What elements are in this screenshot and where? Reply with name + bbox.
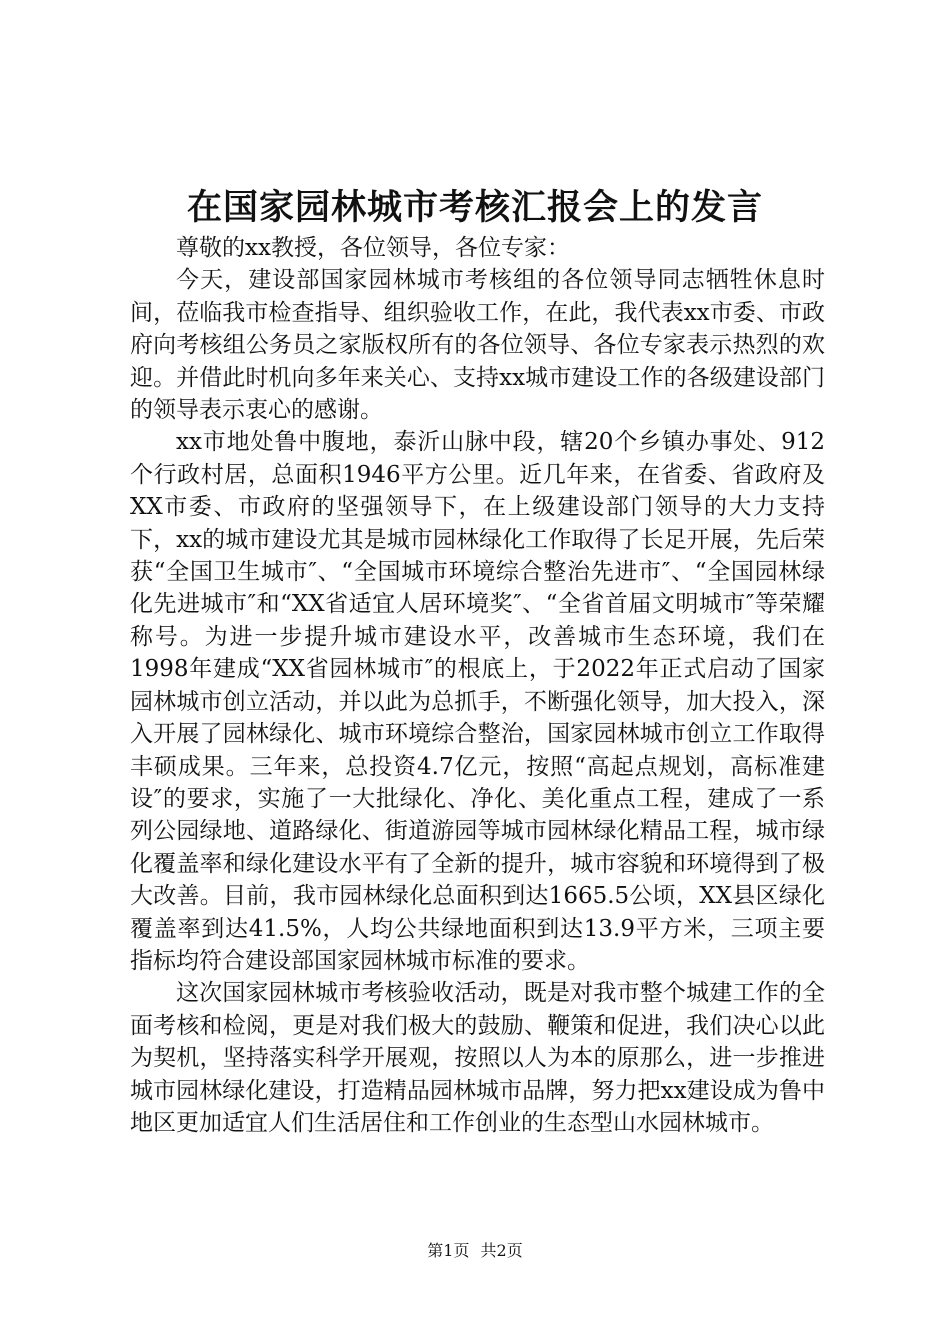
greeting-line: 尊敬的xx教授，各位领导，各位专家：	[176, 235, 570, 261]
paragraph-welcome: 今天，建设部国家园林城市考核组的各位领导同志牺牲休息时间，莅临我市检查指导、组织验收工作，在此，我代表xx市委、市政府向考核组公务员之家版权所有的各位领导、各位专家表示热烈的欢迎。并借此时机向多年来关心、支持xx城市建设工作的各级建设部门的领导表示衷心的感谢。	[130, 267, 825, 424]
page-footer	[0, 1240, 950, 1262]
paragraph-commitment: 这次国家园林城市考核验收活动，既是对我市整个城建工作的全面考核和检阅，更是对我们极大的鼓励、鞭策和促进，我们决心以此为契机，坚持落实科学开展观，按照以人为本的原那么，进一步推进城市园林绿化建设，打造精品园林城市品牌，努力把xx建设成为鲁中地区更加适宜人们生活居住和工作创业的生态型山水园林城市。	[130, 980, 825, 1136]
document-title: 在国家园林城市考核汇报会上的发言	[186, 187, 763, 228]
document-body	[130, 232, 825, 1139]
page-total: 共2页	[480, 1241, 523, 1260]
page-number: 第1页	[427, 1241, 470, 1260]
paragraph-achievements: xx市地处鲁中腹地，泰沂山脉中段，辖20个乡镇办事处、912个行政村居，总面积1946平方公里。近几年来，在省委、省政府及XX市委、市政府的坚强领导下，在上级建设部门领导的大力支持下，xx的城市建设尤其是城市园林绿化工作取得了长足开展，先后荣获“全国卫生城市″、“全国城市环境综合整治先进市″、“全国园林绿化先进城市″和“XX省适宜人居环境奖″、“全省首届文明城市″等荣耀称号。为进一步提升城市建设水平，改善城市生态环境，我们在1998年建成“XX省园林城市″的根底上，于2022年正式启动了国家园林城市创立活动，并以此为总抓手，不断强化领导，加大投入，深入开展了园林绿化、城市环境综合整治，国家园林城市创立工作取得丰硕成果。三年来，总投资4.7亿元，按照“高起点规划，高标准建设″的要求，实施了一大批绿化、净化、美化重点工程，建成了一系列公园绿地、道路绿化、街道游园等城市园林绿化精品工程，城市绿化覆盖率和绿化建设水平有了全新的提升，城市容貌和环境得到了极大改善。目前，我市园林绿化总面积到达1665.5公顷，XX县区绿化覆盖率到达41.5%，人均公共绿地面积到达13.9平方米，三项主要指标均符合建设部国家园林城市标准的要求。	[130, 429, 825, 974]
